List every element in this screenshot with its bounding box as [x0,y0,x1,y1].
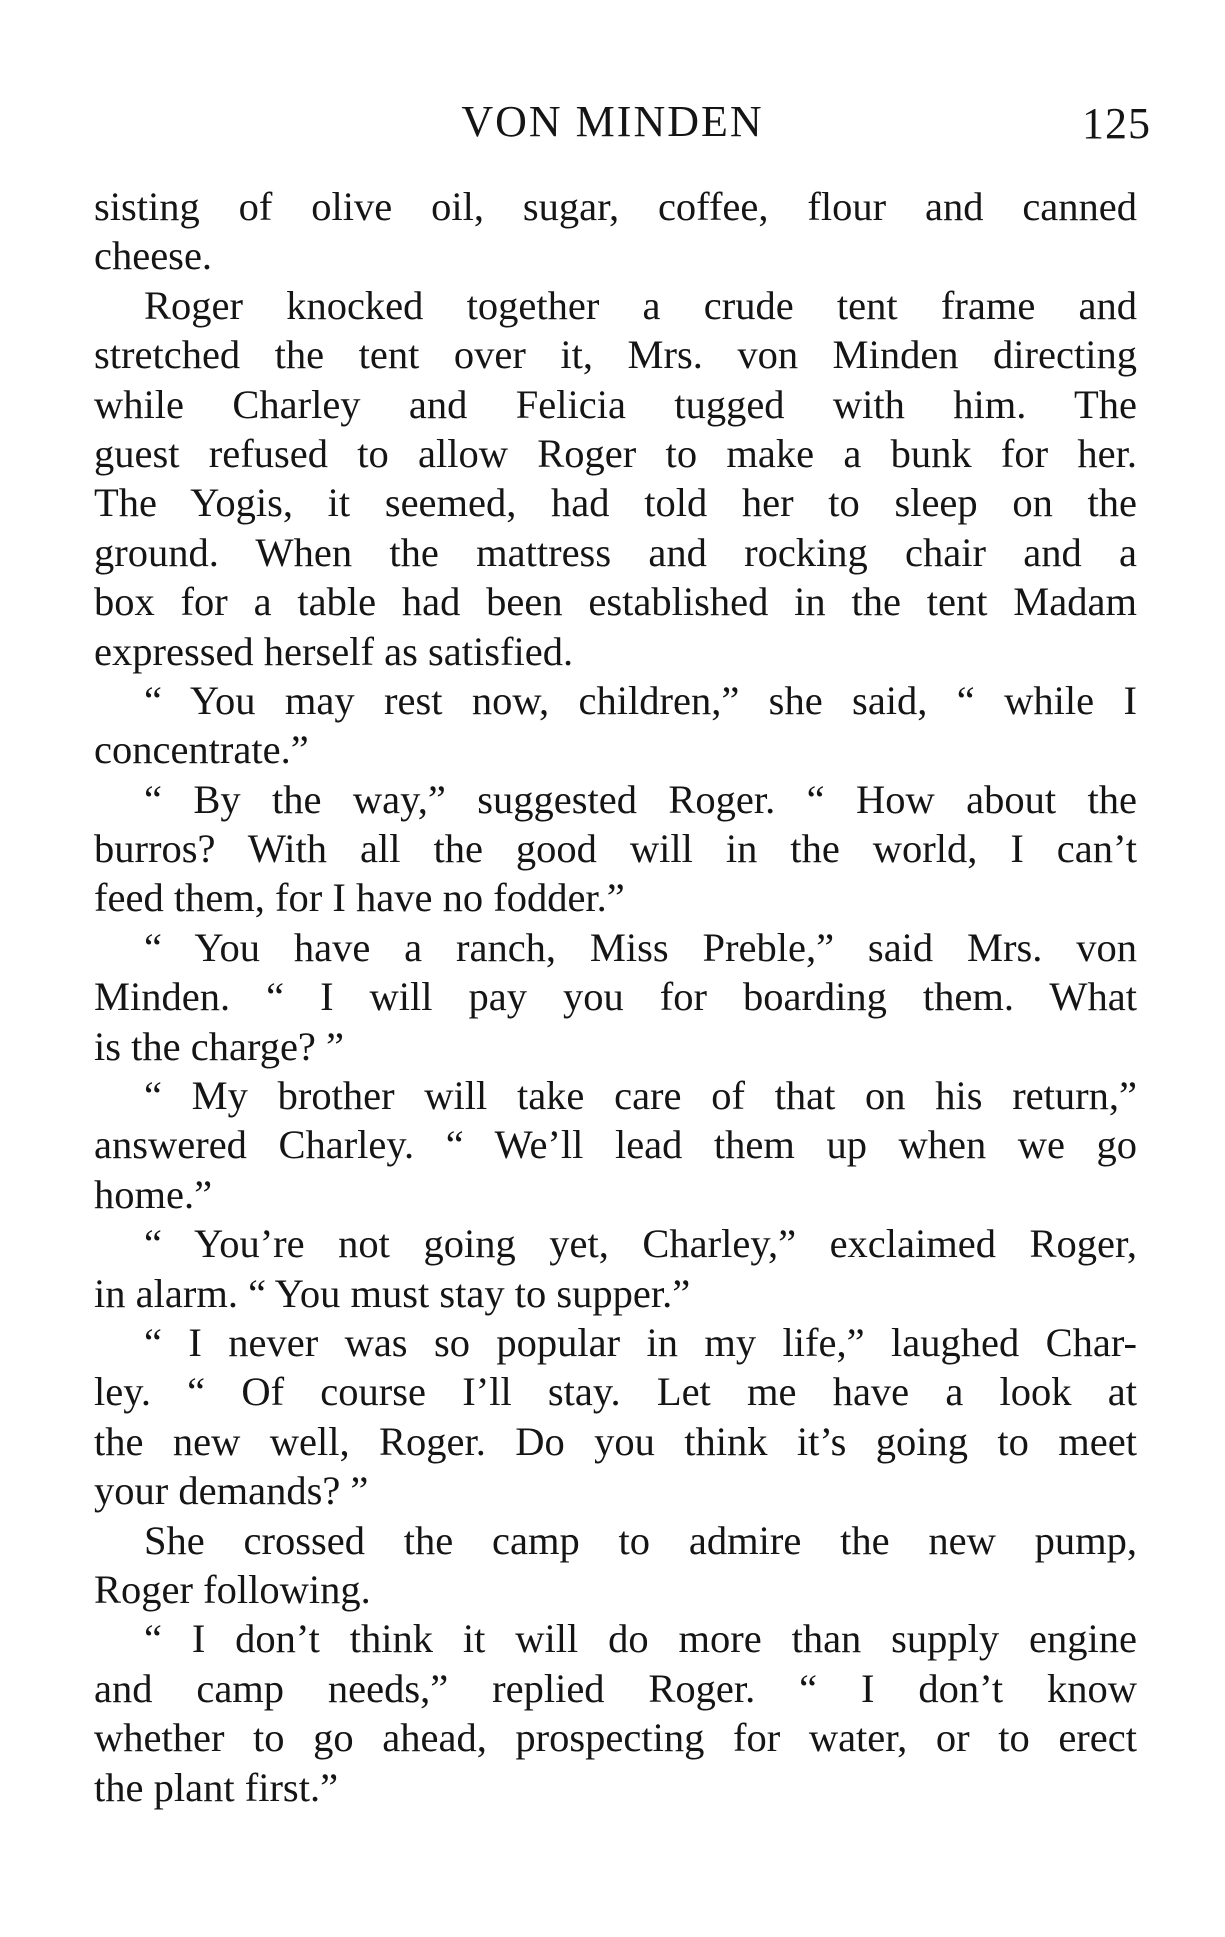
text-line: Roger following. [94,1566,371,1612]
text-line: sisting of olive oil, sugar, coffee, flour and canned [94,184,1137,229]
text-line: box for a table had been established in the tent Madam [94,579,1137,625]
text-line: feed them, for I have no fodder.” [94,875,625,921]
text-line: ground. When the mattress and rocking chair and a [94,529,1137,575]
text-line: while Charley and Felicia tugged with him. The [94,381,1137,427]
text-line: “ You’re not going yet, Charley,” exclaimed Roger, [144,1221,1137,1267]
text-line: your demands? ” [94,1468,369,1514]
text-line: She crossed the camp to admire the new pump, [144,1517,1137,1563]
text-line: “ I don’t think it will do more than supply engine [144,1616,1137,1662]
text-line: whether to go ahead, prospecting for water, or to erect [94,1715,1137,1761]
text-line: expressed herself as satisfied. [94,628,574,674]
text-line: concentrate.” [94,727,309,773]
text-line: “ My brother will take care of that on his return,” [144,1073,1137,1119]
text-line: “ You may rest now, children,” she said, “ while I [144,677,1137,723]
body-text [94,182,1137,1812]
text-line: stretched the tent over it, Mrs. von Minden directing [94,332,1137,378]
text-line: home.” [94,1171,213,1217]
text-line: cheese. [94,233,213,279]
text-line: the plant first.” [94,1764,339,1810]
text-line: in alarm. “ You must stay to supper.” [94,1270,691,1316]
text-line: “ You have a ranch, Miss Preble,” said Mrs. von [144,924,1137,970]
text-line: Roger knocked together a crude tent frame and [144,282,1137,328]
text-line: guest refused to allow Roger to make a bunk for her. [94,430,1137,476]
text-line: Minden. “ I will pay you for boarding them. What [94,974,1137,1020]
text-line: The Yogis, it seemed, had told her to sleep on the [94,480,1137,526]
text-line: “ By the way,” suggested Roger. “ How about the [144,776,1137,822]
running-head [0,92,1225,152]
page-number: 125 [1082,99,1151,148]
text-line: and camp needs,” replied Roger. “ I don’t know [94,1665,1137,1711]
text-line: is the charge? ” [94,1023,345,1069]
text-line: ley. “ Of course I’ll stay. Let me have a look at [94,1369,1137,1415]
text-line: the new well, Roger. Do you think it’s going to meet [94,1418,1137,1464]
text-line: “ I never was so popular in my life,” laughed Char- [144,1319,1137,1365]
text-line: answered Charley. “ We’ll lead them up when we go [94,1122,1137,1168]
running-title: VON MINDEN [461,97,764,146]
text-line: burros? With all the good will in the world, I can’t [94,826,1137,872]
